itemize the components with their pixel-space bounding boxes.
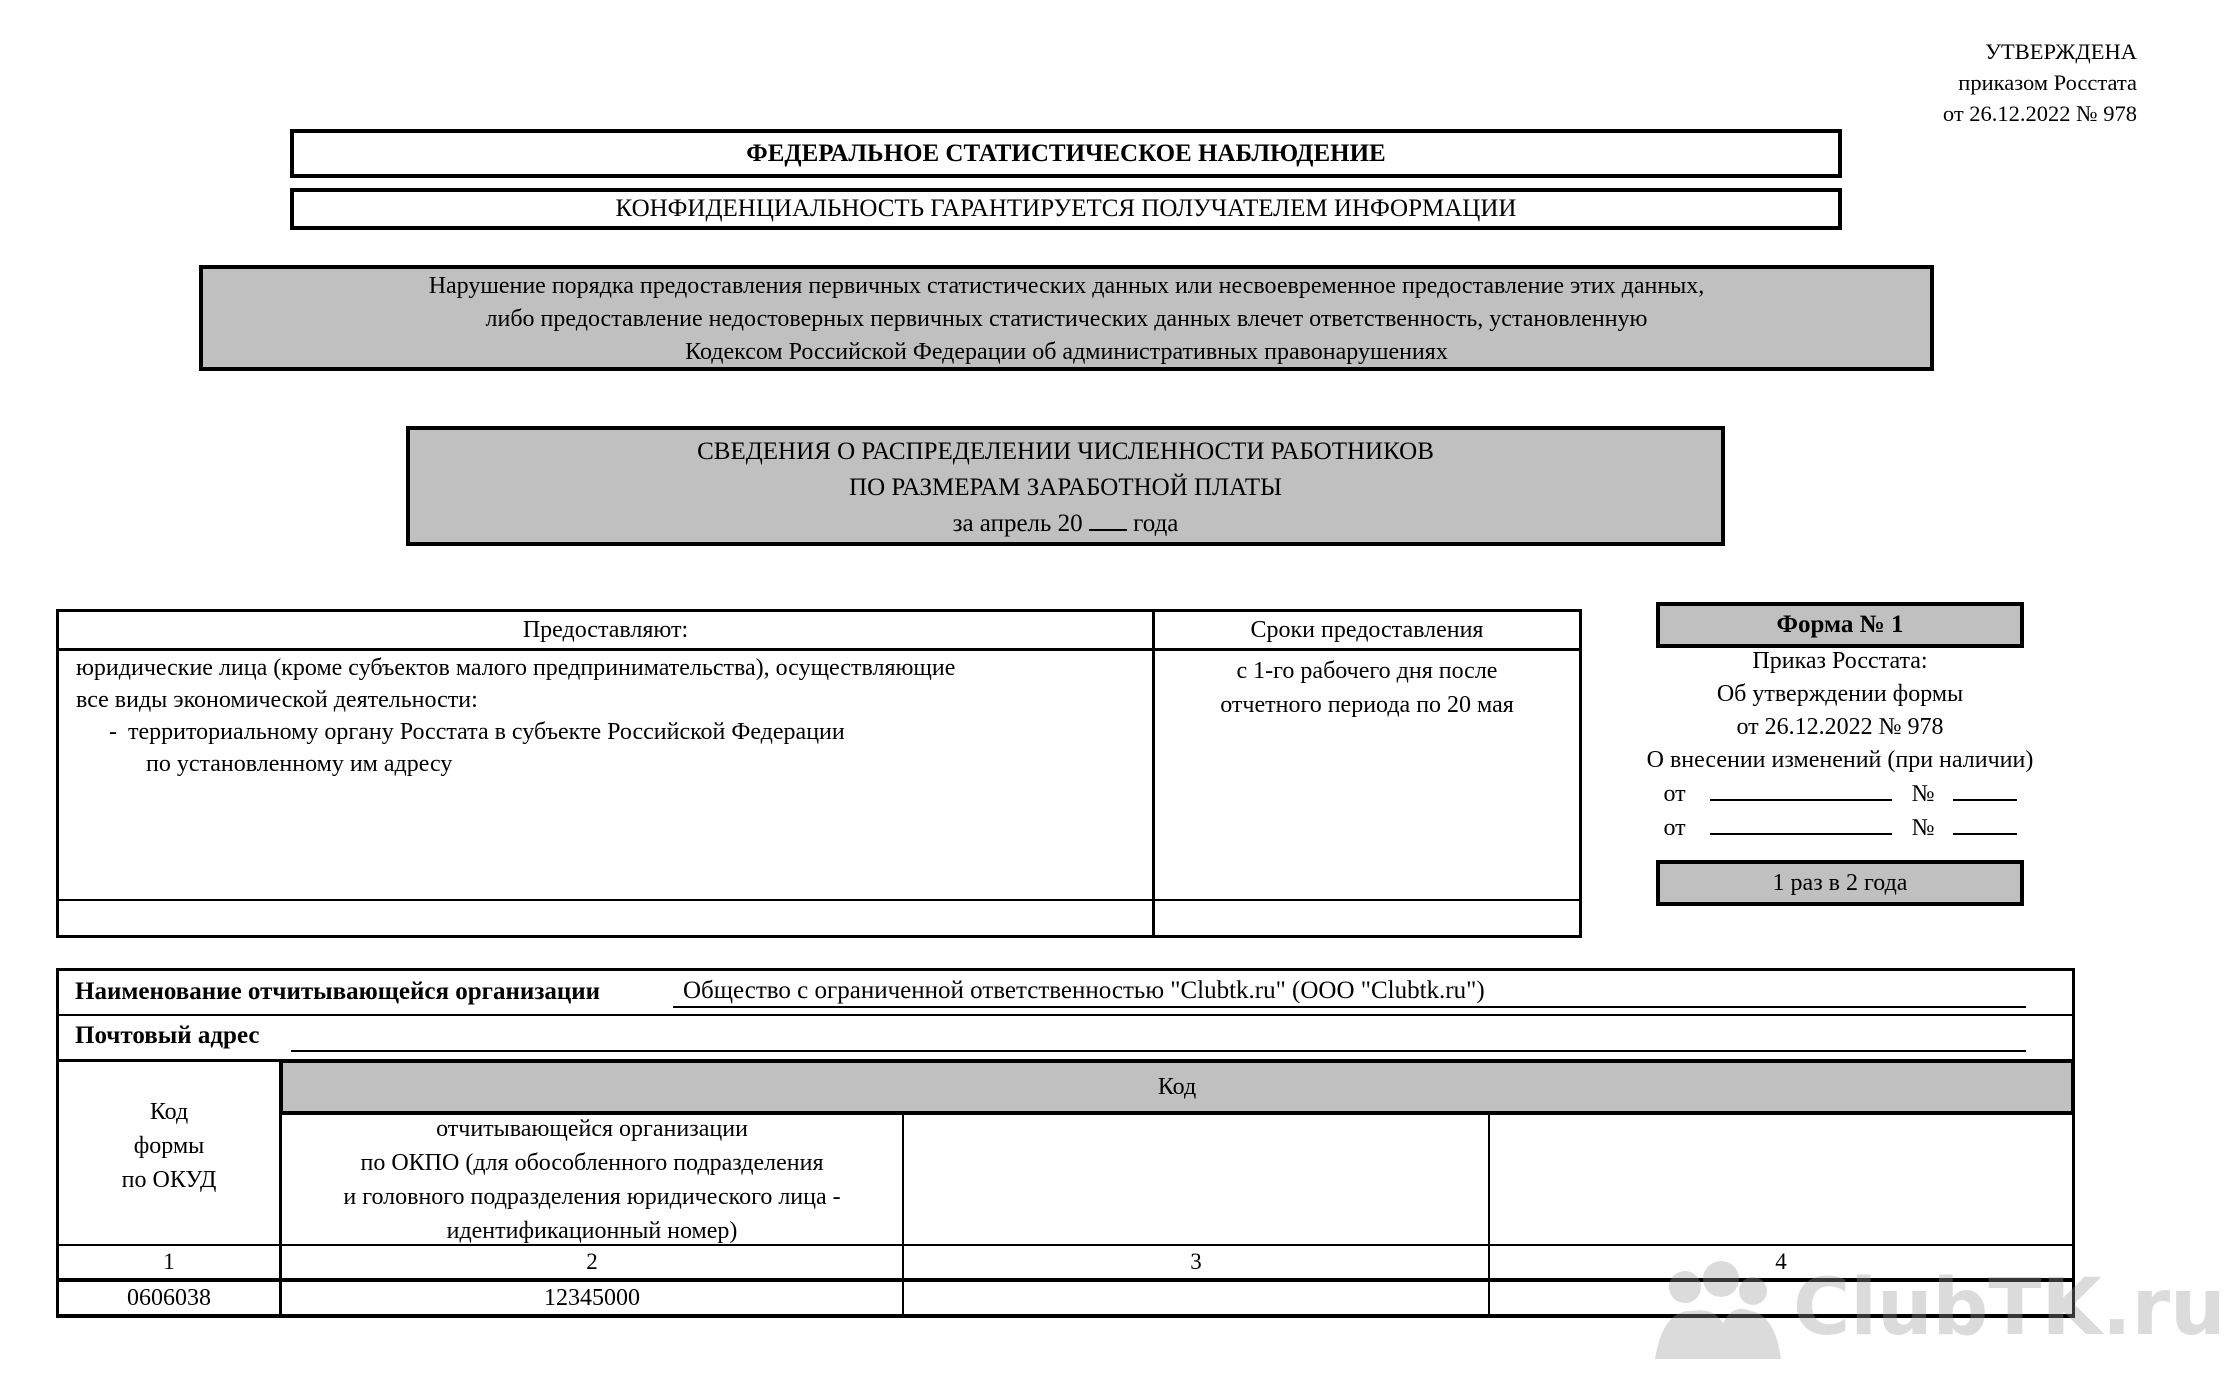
frequency-text: 1 раз в 2 года xyxy=(1772,870,1908,896)
approval-line-3: от 26.12.2022 № 978 xyxy=(1942,101,2137,126)
changes-line: О внесении изменений (при наличии) xyxy=(1646,747,2034,773)
title-box xyxy=(406,426,1725,546)
federal-header xyxy=(290,129,1842,178)
change-date-2[interactable] xyxy=(1710,811,1892,835)
watermark-logo xyxy=(1633,1249,2226,1369)
order-line-1: Приказ Росстата: xyxy=(1752,648,1928,674)
warning-line-1: Нарушение порядка предоставления первичных статистических данных или несвоевременное предоставление этих данных, xyxy=(428,273,1705,299)
approval-stamp xyxy=(1817,36,2137,129)
change-number-1[interactable] xyxy=(1953,777,2017,801)
period-prefix: за апрель 20 xyxy=(952,510,1083,537)
confidential-header xyxy=(290,188,1842,230)
period-suffix: года xyxy=(1133,510,1179,537)
order-line-2: Об утверждении формы xyxy=(1716,681,1964,707)
from-label-1: от xyxy=(1663,781,1686,807)
code-header-text: Код xyxy=(1157,1074,1197,1100)
address-label: Почтовый адрес xyxy=(75,1022,260,1049)
providers-to-line-2: по установленному им адресу xyxy=(146,751,453,777)
col-number-2: 2 xyxy=(586,1249,598,1274)
order-line-3: от 26.12.2022 № 978 xyxy=(1736,714,1944,740)
form-number-box xyxy=(1656,602,2024,648)
okpo-line-1: отчитывающейся организации xyxy=(436,1116,748,1142)
providers-to-text-1: территориальному органу Росстата в субъекте Российской Федерации xyxy=(128,719,845,745)
deadline-line-2: отчетного периода по 20 мая xyxy=(1220,692,1514,718)
period-line xyxy=(410,506,1721,542)
changes-row-2 xyxy=(1612,811,2068,845)
deadline-header xyxy=(1155,612,1579,648)
dash: - xyxy=(109,719,117,745)
change-date-1[interactable] xyxy=(1710,777,1892,801)
providers-table xyxy=(56,609,1582,938)
confidential-text: КОНФИДЕНЦИАЛЬНОСТЬ ГАРАНТИРУЕТСЯ ПОЛУЧАТЕЛЕМ ИНФОРМАЦИИ xyxy=(615,195,1517,222)
okpo-line-2: по ОКПО (для обособленного подразделения xyxy=(360,1150,824,1176)
okud-value[interactable]: 0606038 xyxy=(127,1285,211,1311)
title-line-1: СВЕДЕНИЯ О РАСПРЕДЕЛЕНИИ ЧИСЛЕННОСТИ РАБОТНИКОВ xyxy=(697,438,1434,465)
providers-body xyxy=(76,652,1146,780)
num-label-2: № xyxy=(1911,815,1935,841)
num-label-1: № xyxy=(1911,781,1935,807)
order-info xyxy=(1612,645,2068,845)
deadline-body xyxy=(1155,654,1579,722)
okud-header-line-1: Код xyxy=(149,1099,189,1125)
address-field[interactable] xyxy=(291,1018,2026,1052)
okpo-value[interactable]: 12345000 xyxy=(544,1285,640,1311)
org-name-field[interactable] xyxy=(673,974,2026,1008)
okud-header-line-2: формы xyxy=(133,1133,205,1159)
providers-header xyxy=(59,612,1152,648)
providers-header-text: Предоставляют: xyxy=(522,617,689,643)
frequency-box xyxy=(1656,860,2024,906)
col-number-4: 4 xyxy=(1775,1249,1787,1274)
okud-header-line-3: по ОКУД xyxy=(121,1167,217,1193)
warning-line-3: Кодексом Российской Федерации об административных правонарушениях xyxy=(685,339,1448,365)
okpo-line-4: идентификационный номер) xyxy=(446,1218,738,1244)
providers-who-line-1: юридические лица (кроме субъектов малого предпринимательства), осуществляющие xyxy=(76,655,956,681)
year-input[interactable] xyxy=(1089,507,1127,531)
approval-line-2: приказом Росстата xyxy=(1958,70,2137,95)
warning-line-2: либо предоставление недостоверных первичных статистических данных влечет ответственность, установленную xyxy=(485,306,1648,332)
warning-box xyxy=(199,265,1934,371)
title-line-2: ПО РАЗМЕРАМ ЗАРАБОТНОЙ ПЛАТЫ xyxy=(849,474,1282,501)
changes-row-1 xyxy=(1612,777,2068,811)
approval-line-1: УТВЕРЖДЕНА xyxy=(1985,39,2137,64)
col-number-1: 1 xyxy=(163,1249,175,1274)
okpo-header xyxy=(282,1112,902,1248)
providers-to-line-1 xyxy=(76,716,1146,748)
watermark-text: ClubTK.ru xyxy=(1793,1263,2226,1353)
change-number-2[interactable] xyxy=(1953,811,2017,835)
okud-header xyxy=(59,1095,279,1197)
federal-header-text: ФЕДЕРАЛЬНОЕ СТАТИСТИЧЕСКОЕ НАБЛЮДЕНИЕ xyxy=(746,140,1386,167)
deadline-header-text: Сроки предоставления xyxy=(1250,617,1484,643)
org-name-value: Общество с ограниченной ответственностью "Clubtk.ru" (ООО "Clubtk.ru") xyxy=(683,977,1485,1004)
deadline-line-1: с 1-го рабочего дня после xyxy=(1236,658,1498,684)
code-header xyxy=(279,1059,2075,1115)
okpo-line-3: и головного подразделения юридического лица - xyxy=(343,1184,841,1210)
org-name-label: Наименование отчитывающейся организации xyxy=(75,978,601,1005)
form-number: Форма № 1 xyxy=(1776,611,1904,638)
col-number-3: 3 xyxy=(1190,1249,1202,1274)
providers-who-line-2: все виды экономической деятельности: xyxy=(76,687,478,713)
from-label-2: от xyxy=(1663,815,1686,841)
